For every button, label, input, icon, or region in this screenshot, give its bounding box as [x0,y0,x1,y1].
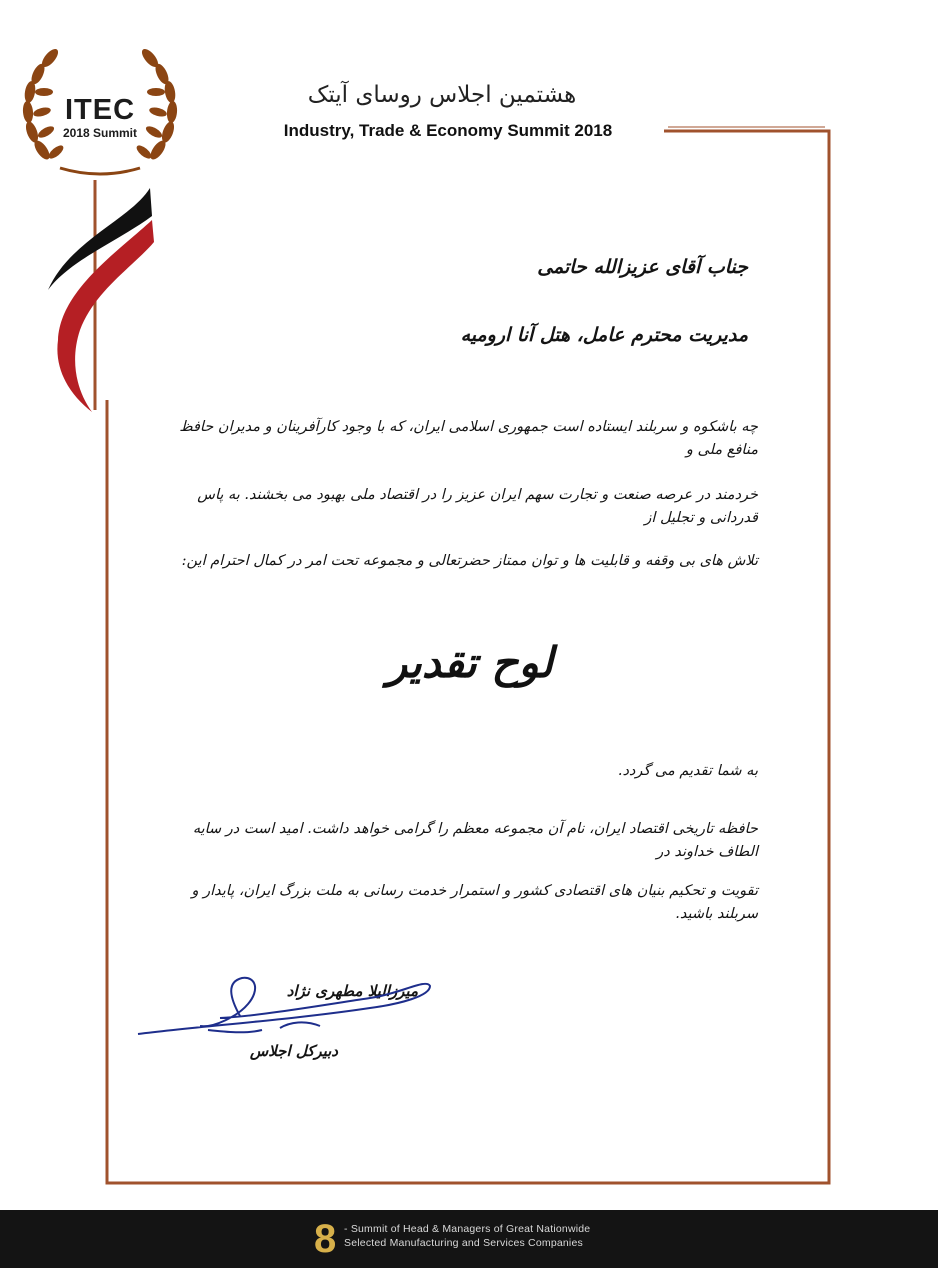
paragraph-line-1: چه باشکوه و سربلند ایستاده است جمهوری اسلامی ایران، که با وجود کارآفرینان و مدیران حافظ منافع ملی و [179,419,758,458]
footer-line-2: Selected Manufacturing and Services Companies [344,1237,583,1249]
addressee-role: مدیریت محترم عامل، هتل آنا ارومیه [460,324,748,346]
footer-line-1: - Summit of Head & Managers of Great Nationwide [344,1223,591,1235]
footer-summit-number: 8 [314,1217,337,1261]
paragraph-line-6: تقویت و تحکیم بنیان های اقتصادی کشور و استمرار خدمت رسانی به ملت بزرگ ایران، پایدار و سربلند باشید. [191,883,758,922]
logo-subtitle: 2018 Summit [62,126,138,140]
signer-name: میرزالیلا مطهری نژاد [286,982,418,1000]
paragraph-line-3: تلاش های بی وقفه و قابلیت ها و توان ممتاز حضرتعالی و مجموعه تحت امر در کمال احترام این: [181,553,758,569]
paragraph-line-4: به شما تقدیم می گردد. [617,763,758,779]
signer-title: دبیرکل اجلاس [249,1042,338,1060]
paragraph-line-5: حافظه تاریخی اقتصاد ایران، نام آن مجموعه معظم را گرامی خواهد داشت. امید است در سایه الطاف خداوند در [192,821,758,860]
paragraph-line-2: خردمند در عرصه صنعت و تجارت سهم ایران عزیز را در اقتصاد ملی بهبود می بخشند. به پاس قدردانی و تجلیل از [197,487,758,526]
footer-bar [0,1210,938,1268]
handwritten-signature [130,968,440,1048]
addressee-name: جناب آقای عزیزالله حاتمی [537,256,748,278]
summit-title-persian: هشتمین اجلاس روسای آیتک [307,82,577,108]
logo-title: ITEC [64,94,136,126]
flag-ribbon-graphic [40,180,170,420]
certificate-heading: لوح تقدیر [386,638,554,687]
summit-title-english: Industry, Trade & Economy Summit 2018 [283,121,613,140]
